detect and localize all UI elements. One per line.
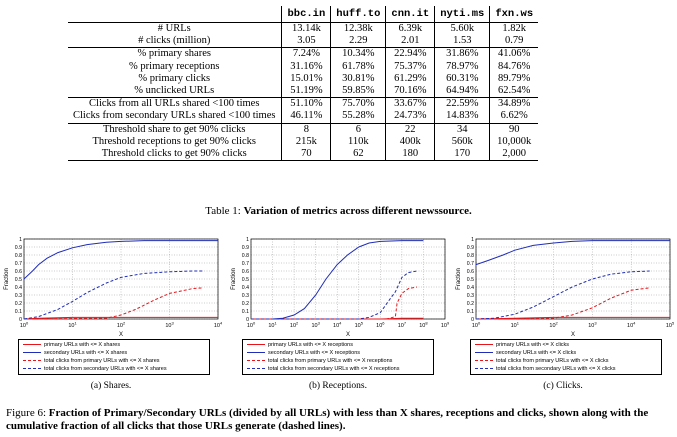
figure-caption-text: Fraction of Primary/Secondary URLs (divided by all URLs) with less than X shares, receptions and clicks, shown along with the cumulative fraction of all clicks that those URLs generate (dashed lines). bbox=[6, 407, 649, 432]
table-cell: 89.79% bbox=[490, 73, 538, 85]
y-tick-label: 1 bbox=[19, 236, 22, 243]
series-line-2 bbox=[476, 288, 650, 319]
row-label: Clicks from all URLs shared <100 times bbox=[68, 98, 282, 111]
table-cell: 22.59% bbox=[435, 98, 490, 111]
legend-label: total clicks from secondary URLs with <= X clicks bbox=[496, 366, 616, 372]
legend-label: secondary URLs with <= X receptions bbox=[268, 350, 361, 356]
series-line-1 bbox=[273, 241, 424, 319]
legend-label: primary URLs with <= X shares bbox=[44, 342, 121, 348]
table-cell: 84.76% bbox=[490, 61, 538, 73]
y-tick-label: 0.8 bbox=[466, 252, 474, 259]
legend-entry bbox=[475, 349, 576, 357]
row-label: Threshold share to get 90% clicks bbox=[68, 123, 282, 136]
y-tick-label: 1 bbox=[246, 236, 249, 243]
y-tick-label: 0.5 bbox=[241, 276, 249, 283]
legend-label: total clicks from primary URLs with <= X receptions bbox=[268, 358, 393, 364]
table-cell: 75.37% bbox=[386, 61, 435, 73]
y-tick-label: 0 bbox=[19, 316, 22, 323]
table-row bbox=[68, 61, 538, 73]
legend-swatch bbox=[23, 352, 41, 353]
table-cell: 12.38k bbox=[331, 23, 386, 36]
y-tick-label: 0.3 bbox=[241, 292, 249, 299]
row-label: # URLs bbox=[68, 23, 282, 36]
legend-label: total clicks from secondary URLs with <= X shares bbox=[44, 366, 167, 372]
table-row bbox=[68, 85, 538, 98]
y-tick-label: 0.7 bbox=[466, 260, 474, 267]
x-tick-label: $10^4$ bbox=[213, 320, 222, 329]
y-tick-label: 0.7 bbox=[241, 260, 249, 267]
table-cell: 2.01 bbox=[386, 35, 435, 48]
subcaption-clicks: (c) Clicks. bbox=[543, 381, 583, 391]
x-tick-label: $10^9$ bbox=[440, 320, 449, 329]
series-line-2 bbox=[24, 288, 203, 319]
y-tick-label: 0.8 bbox=[14, 252, 22, 259]
legend-label: total clicks from primary URLs with <= X shares bbox=[44, 358, 160, 364]
legend-swatch bbox=[23, 360, 41, 361]
table-cell: 64.94% bbox=[435, 85, 490, 98]
table-cell: 22.94% bbox=[386, 48, 435, 61]
table-row bbox=[68, 148, 538, 161]
x-tick-label: $10^7$ bbox=[397, 320, 407, 329]
table-cell: 90 bbox=[490, 123, 538, 136]
table-cell: 46.11% bbox=[282, 110, 331, 123]
table-row bbox=[68, 48, 538, 61]
table-cell: 1.53 bbox=[435, 35, 490, 48]
legend-entry bbox=[23, 349, 127, 357]
y-tick-label: 0 bbox=[471, 316, 474, 323]
legend-entry bbox=[247, 349, 360, 357]
table-cell: 10.34% bbox=[331, 48, 386, 61]
x-tick-label: $10^4$ bbox=[333, 320, 342, 329]
figure-caption bbox=[6, 407, 674, 433]
table-cell: 6.39k bbox=[386, 23, 435, 36]
table-cell: 13.14k bbox=[282, 23, 331, 36]
column-header: nyti.ms bbox=[435, 6, 490, 23]
row-label: % primary shares bbox=[68, 48, 282, 61]
legend-label: secondary URLs with <= X shares bbox=[44, 350, 128, 356]
table-cell: 62.54% bbox=[490, 85, 538, 98]
x-tick-label: $10^5$ bbox=[354, 320, 363, 329]
row-label: % unclicked URLs bbox=[68, 85, 282, 98]
y-tick-label: 0.1 bbox=[14, 308, 22, 315]
table-cell: 7.24% bbox=[282, 48, 331, 61]
y-tick-label: 1 bbox=[471, 236, 474, 243]
x-tick-label: $10^1$ bbox=[68, 320, 77, 329]
table-caption bbox=[0, 205, 677, 217]
y-tick-label: 0.6 bbox=[14, 268, 22, 275]
legend-entry bbox=[23, 365, 167, 373]
table-cell: 3.05 bbox=[282, 35, 331, 48]
y-tick-label: 0.3 bbox=[14, 292, 22, 299]
legend-label: secondary URLs with <= X clicks bbox=[496, 350, 577, 356]
x-tick-label: $10^4$ bbox=[627, 320, 636, 329]
table-row bbox=[68, 35, 538, 48]
y-tick-label: 0.2 bbox=[14, 300, 22, 307]
table-row bbox=[68, 73, 538, 85]
y-tick-label: 0.4 bbox=[466, 284, 474, 291]
table-row bbox=[68, 136, 538, 148]
legend-swatch bbox=[247, 368, 265, 369]
table-cell: 180 bbox=[386, 148, 435, 161]
table-cell: 55.28% bbox=[331, 110, 386, 123]
table-cell: 1.82k bbox=[490, 23, 538, 36]
series-line-1 bbox=[476, 241, 670, 265]
legend-entry bbox=[247, 365, 399, 373]
legend-swatch bbox=[475, 352, 493, 353]
table-cell: 8 bbox=[282, 123, 331, 136]
x-tick-label: $10^3$ bbox=[311, 320, 320, 329]
y-tick-label: 0.4 bbox=[241, 284, 249, 291]
legend-clicks bbox=[470, 339, 662, 375]
legend-entry bbox=[475, 357, 608, 365]
y-tick-label: 0.9 bbox=[14, 244, 22, 251]
y-tick-label: 0.2 bbox=[241, 300, 249, 307]
y-tick-label: 0.2 bbox=[466, 300, 474, 307]
column-header: bbc.in bbox=[282, 6, 331, 23]
table-cell: 31.86% bbox=[435, 48, 490, 61]
metrics-table bbox=[68, 6, 538, 161]
table-cell: 62 bbox=[331, 148, 386, 161]
column-header: cnn.it bbox=[386, 6, 435, 23]
table-cell: 14.83% bbox=[435, 110, 490, 123]
legend-swatch bbox=[475, 360, 493, 361]
table-cell: 61.29% bbox=[386, 73, 435, 85]
table-cell: 2.29 bbox=[331, 35, 386, 48]
y-tick-label: 0.7 bbox=[14, 260, 22, 267]
row-label: Threshold clicks to get 90% clicks bbox=[68, 148, 282, 161]
table-cell: 34 bbox=[435, 123, 490, 136]
x-axis-label: X bbox=[345, 332, 351, 338]
x-tick-label: $10^2$ bbox=[116, 320, 126, 329]
y-tick-label: 0.6 bbox=[466, 268, 474, 275]
x-tick-label: $10^2$ bbox=[289, 320, 299, 329]
x-tick-label: $10^3$ bbox=[165, 320, 174, 329]
table-cell: 70 bbox=[282, 148, 331, 161]
table-cell: 41.06% bbox=[490, 48, 538, 61]
table-corner bbox=[68, 6, 282, 23]
table-cell: 33.67% bbox=[386, 98, 435, 111]
legend-swatch bbox=[23, 344, 41, 345]
legend-entry bbox=[475, 341, 569, 349]
table-cell: 5.60k bbox=[435, 23, 490, 36]
legend-entry bbox=[247, 341, 353, 349]
y-tick-label: 0.5 bbox=[466, 276, 474, 283]
table-caption-prefix: Table 1: bbox=[205, 205, 244, 217]
y-tick-label: 0.8 bbox=[241, 252, 249, 259]
figure-caption-prefix: Figure 6: bbox=[6, 407, 49, 419]
legend-receptions bbox=[242, 339, 434, 375]
table-cell: 110k bbox=[331, 136, 386, 148]
subcaption-shares: (a) Shares. bbox=[90, 381, 132, 391]
table-cell: 75.70% bbox=[331, 98, 386, 111]
legend-label: primary URLs with <= X receptions bbox=[268, 342, 353, 348]
y-tick-label: 0.9 bbox=[241, 244, 249, 251]
subcaption-receptions: (b) Receptions. bbox=[308, 381, 368, 391]
table-cell: 31.16% bbox=[282, 61, 331, 73]
x-tick-label: $10^3$ bbox=[588, 320, 597, 329]
x-tick-label: $10^0$ bbox=[246, 320, 256, 329]
x-tick-label: $10^2$ bbox=[549, 320, 558, 329]
chart-svg bbox=[0, 235, 222, 339]
table-cell: 6 bbox=[331, 123, 386, 136]
y-tick-label: 0.6 bbox=[241, 268, 249, 275]
table-cell: 10,000k bbox=[490, 136, 538, 148]
plot-frame bbox=[476, 239, 670, 319]
table-cell: 59.85% bbox=[331, 85, 386, 98]
y-tick-label: 0.3 bbox=[466, 292, 474, 299]
plot-frame bbox=[251, 239, 445, 319]
table-cell: 22 bbox=[386, 123, 435, 136]
row-label: % primary clicks bbox=[68, 73, 282, 85]
y-tick-label: 0.1 bbox=[241, 308, 249, 315]
table-cell: 51.19% bbox=[282, 85, 331, 98]
table-row bbox=[68, 110, 538, 123]
x-axis-label: X bbox=[118, 332, 124, 338]
table-row bbox=[68, 23, 538, 36]
x-tick-label: $10^8$ bbox=[419, 320, 428, 329]
table-cell: 2,000 bbox=[490, 148, 538, 161]
table-cell: 215k bbox=[282, 136, 331, 148]
table-cell: 34.89% bbox=[490, 98, 538, 111]
y-axis-label: Fraction bbox=[231, 268, 237, 290]
row-label: % primary receptions bbox=[68, 61, 282, 73]
table-cell: 70.16% bbox=[386, 85, 435, 98]
y-tick-label: 0.9 bbox=[466, 244, 474, 251]
table-cell: 24.73% bbox=[386, 110, 435, 123]
y-axis-label: Fraction bbox=[4, 268, 10, 290]
x-tick-label: $10^0$ bbox=[471, 320, 481, 329]
table-cell: 51.10% bbox=[282, 98, 331, 111]
x-tick-label: $10^1$ bbox=[510, 320, 519, 329]
x-axis-label: X bbox=[570, 332, 576, 338]
table-cell: 0.79 bbox=[490, 35, 538, 48]
x-tick-label: $10^1$ bbox=[268, 320, 277, 329]
row-label: # clicks (million) bbox=[68, 35, 282, 48]
y-axis-label: Fraction bbox=[456, 268, 462, 290]
legend-label: total clicks from secondary URLs with <= X receptions bbox=[268, 366, 400, 372]
y-tick-label: 0.5 bbox=[14, 276, 22, 283]
y-tick-label: 0.1 bbox=[466, 308, 474, 315]
table-caption-text: Variation of metrics across different newssource. bbox=[243, 205, 472, 217]
row-label: Clicks from secondary URLs shared <100 times bbox=[68, 110, 282, 123]
y-tick-label: 0 bbox=[246, 316, 249, 323]
legend-entry bbox=[247, 357, 392, 365]
legend-swatch bbox=[247, 360, 265, 361]
legend-entry bbox=[23, 357, 160, 365]
table-cell: 170 bbox=[435, 148, 490, 161]
legend-label: total clicks from primary URLs with <= X clicks bbox=[496, 358, 609, 364]
table-cell: 15.01% bbox=[282, 73, 331, 85]
legend-swatch bbox=[475, 368, 493, 369]
column-header: huff.to bbox=[331, 6, 386, 23]
row-label: Threshold receptions to get 90% clicks bbox=[68, 136, 282, 148]
table-row bbox=[68, 123, 538, 136]
table-cell: 30.81% bbox=[331, 73, 386, 85]
legend-swatch bbox=[23, 368, 41, 369]
series-line-3 bbox=[24, 271, 203, 319]
legend-swatch bbox=[247, 352, 265, 353]
chart-svg bbox=[227, 235, 449, 339]
table-cell: 78.97% bbox=[435, 61, 490, 73]
legend-swatch bbox=[475, 344, 493, 345]
table-cell: 560k bbox=[435, 136, 490, 148]
table-cell: 61.78% bbox=[331, 61, 386, 73]
legend-shares bbox=[18, 339, 210, 375]
table-cell: 60.31% bbox=[435, 73, 490, 85]
legend-entry bbox=[23, 341, 120, 349]
legend-label: primary URLs with <= X clicks bbox=[496, 342, 570, 348]
x-tick-label: $10^0$ bbox=[19, 320, 29, 329]
column-header: fxn.ws bbox=[490, 6, 538, 23]
x-tick-label: $10^6$ bbox=[376, 320, 385, 329]
table-row bbox=[68, 98, 538, 111]
table-cell: 6.62% bbox=[490, 110, 538, 123]
legend-swatch bbox=[247, 344, 265, 345]
chart-svg bbox=[452, 235, 674, 339]
y-tick-label: 0.4 bbox=[14, 284, 22, 291]
table-cell: 400k bbox=[386, 136, 435, 148]
legend-entry bbox=[475, 365, 616, 373]
x-tick-label: $10^5$ bbox=[665, 320, 674, 329]
